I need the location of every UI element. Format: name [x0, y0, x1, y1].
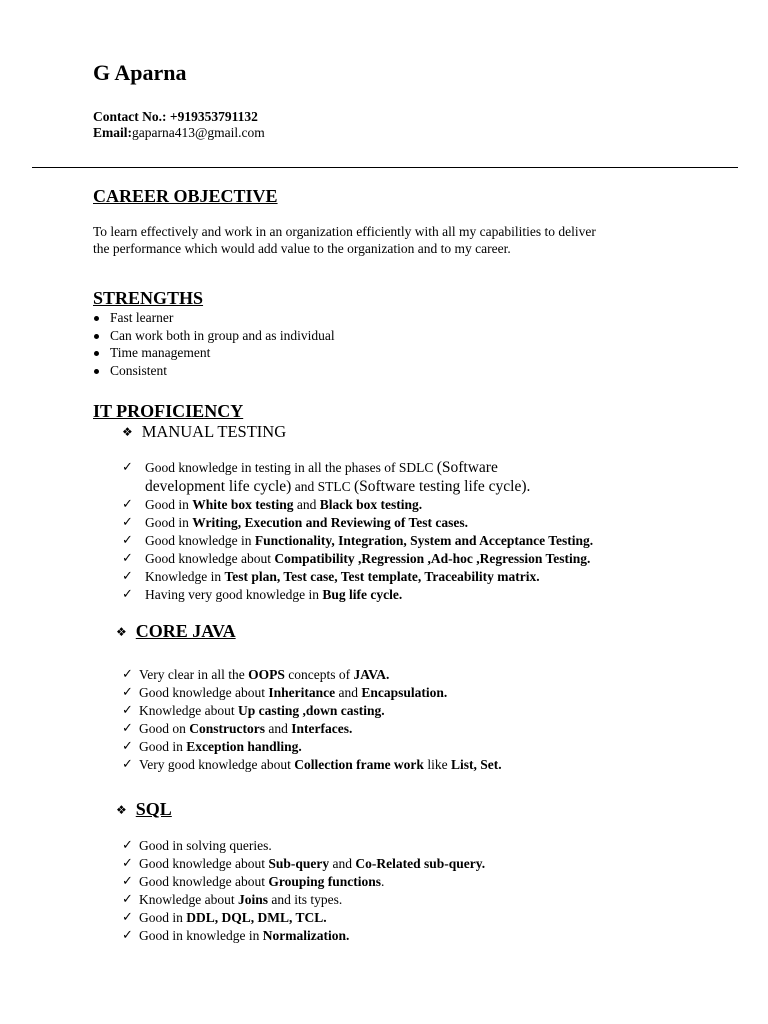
checkmark-icon: ✓	[122, 515, 133, 530]
sql-subheading: ❖ SQL	[116, 799, 172, 819]
list-item: Fast learner	[93, 309, 335, 327]
contact-block	[93, 109, 265, 141]
checkmark-icon: ✓	[122, 739, 133, 754]
checkmark-icon: ✓	[122, 460, 133, 475]
list-item: ✓ Having very good knowledge in Bug life cycle.	[122, 587, 403, 602]
it-proficiency-heading: IT PROFICIENCY	[93, 401, 244, 421]
checkmark-icon: ✓	[122, 551, 133, 566]
email-label: Email:	[93, 125, 132, 140]
career-objective-heading: CAREER OBJECTIVE	[93, 186, 278, 206]
checkmark-icon: ✓	[122, 533, 133, 548]
contact-label: Contact No.:	[93, 109, 170, 124]
checkmark-icon: ✓	[122, 685, 133, 700]
list-item: ✓ Good knowledge about Grouping functions.	[122, 874, 385, 889]
list-item: ✓ Good in Exception handling.	[122, 739, 302, 754]
manual-testing-subheading: ❖ MANUAL TESTING	[122, 422, 287, 441]
checkmark-icon: ✓	[122, 569, 133, 584]
list-item: ✓ Good in Writing, Execution and Reviewing of Test cases.	[122, 515, 469, 530]
list-item: ✓ Good in solving queries.	[122, 838, 272, 853]
bullet-icon	[94, 334, 99, 339]
core-java-list	[122, 666, 502, 774]
list-item: ✓ Good in DDL, DQL, DML, TCL.	[122, 910, 327, 925]
email-address: gaparna413@gmail.com	[132, 125, 265, 140]
strengths-list	[93, 309, 335, 379]
list-item: ✓ Good knowledge in Functionality, Integration, System and Acceptance Testing.	[122, 533, 594, 548]
list-item: Time management	[93, 344, 335, 362]
list-item: Can work both in group and as individual	[93, 327, 335, 345]
career-objective-text	[93, 223, 693, 257]
list-item: ✓ Good in knowledge in Normalization.	[122, 928, 350, 943]
checkmark-icon: ✓	[122, 721, 133, 736]
manual-testing-list	[122, 458, 593, 604]
checkmark-icon: ✓	[122, 874, 133, 889]
strengths-heading: STRENGTHS	[93, 288, 204, 308]
checkmark-icon: ✓	[122, 587, 133, 602]
bullet-icon	[94, 316, 99, 321]
core-java-subheading: ❖ CORE JAVA	[116, 621, 236, 641]
list-item: ✓ Good in White box testing and Black box testing.	[122, 497, 423, 512]
checkmark-icon: ✓	[122, 910, 133, 925]
list-item: ✓ Knowledge about Up casting ,down casting.	[122, 703, 385, 718]
list-item: ✓ Good knowledge in testing in all the phases of SDLC (Software	[122, 459, 498, 476]
diamond-bullet-icon: ❖	[116, 803, 127, 817]
checkmark-icon: ✓	[122, 497, 133, 512]
bullet-icon	[94, 351, 99, 356]
list-item: ✓ Good knowledge about Inheritance and Encapsulation.	[122, 685, 448, 700]
checkmark-icon: ✓	[122, 703, 133, 718]
checkmark-icon: ✓	[122, 757, 133, 772]
list-item: ✓ Knowledge in Test plan, Test case, Test template, Traceability matrix.	[122, 569, 540, 584]
list-item: ✓ Good on Constructors and Interfaces.	[122, 721, 353, 736]
list-item: ✓ Knowledge about Joins and its types.	[122, 892, 343, 907]
list-item: Consistent	[93, 362, 335, 380]
checkmark-icon: ✓	[122, 856, 133, 871]
diamond-bullet-icon: ❖	[116, 625, 127, 639]
list-item: ✓ Good knowledge about Sub-query and Co-Related sub-query.	[122, 856, 486, 871]
list-item-continuation: development life cycle) and STLC (Software testing life cycle).	[145, 478, 531, 495]
bullet-icon	[94, 369, 99, 374]
candidate-name: G Aparna	[93, 60, 187, 85]
header-divider	[32, 167, 738, 168]
list-item: ✓ Very clear in all the OOPS concepts of JAVA.	[122, 667, 390, 682]
checkmark-icon: ✓	[122, 928, 133, 943]
career-objective-line: To learn effectively and work in an organization efficiently with all my capabilities to deliver	[93, 224, 596, 239]
checkmark-icon: ✓	[122, 838, 133, 853]
checkmark-icon: ✓	[122, 667, 133, 682]
sql-list	[122, 837, 485, 945]
checkmark-icon: ✓	[122, 892, 133, 907]
contact-number: +919353791132	[169, 109, 258, 124]
list-item: ✓ Very good knowledge about Collection frame work like List, Set.	[122, 757, 502, 772]
career-objective-line: the performance which would add value to the organization and to my career.	[93, 241, 511, 256]
list-item: ✓ Good knowledge about Compatibility ,Regression ,Ad-hoc ,Regression Testing.	[122, 551, 591, 566]
diamond-bullet-icon: ❖	[122, 425, 133, 439]
